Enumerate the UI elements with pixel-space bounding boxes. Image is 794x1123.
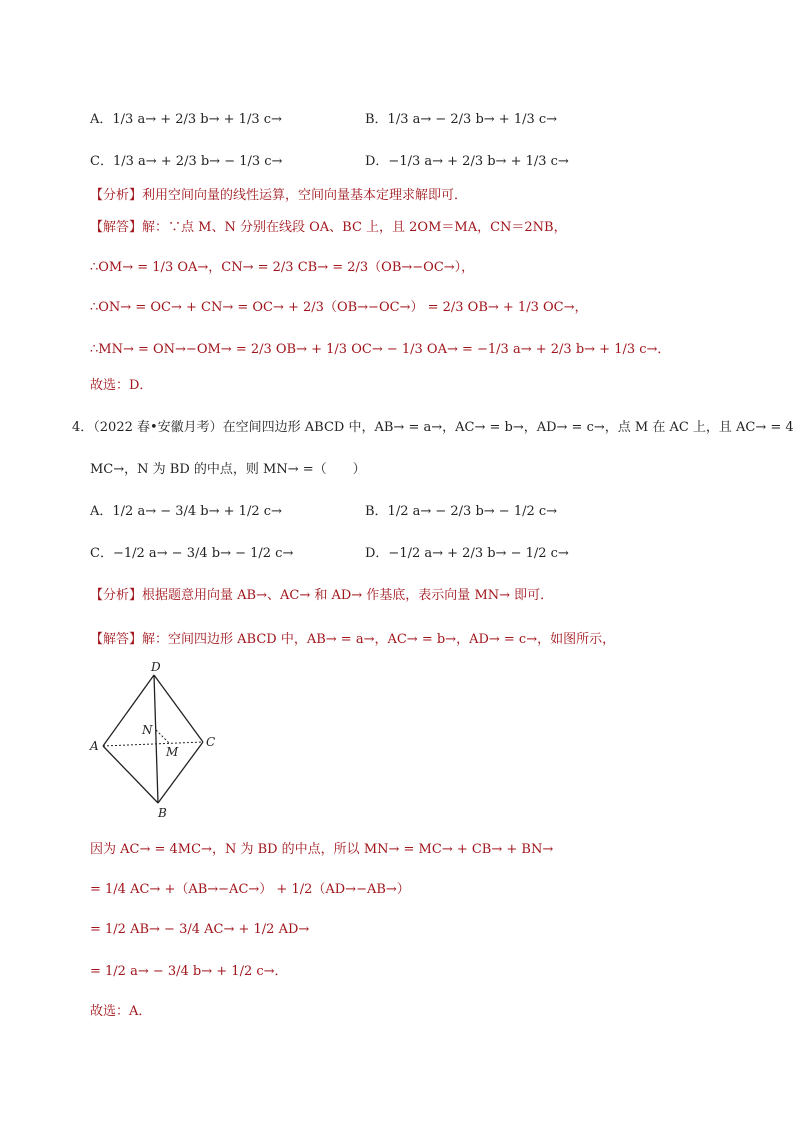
edge-ac-hidden <box>103 742 203 746</box>
q4-answer-intro <box>90 630 615 650</box>
analysis-tag: 【分析】 <box>90 188 143 203</box>
label-c: C <box>206 735 216 749</box>
edge-db <box>154 675 158 803</box>
q4-stem-line-1: 4．（2022 春•安徽月考）在空间四边形 ABCD 中，AB→ = a→，AC→ = b→，AD→ = c→，点 M 在 AC 上，且 AC→ = 4 <box>72 420 794 435</box>
analysis-tag: 【分析】 <box>90 588 143 603</box>
label-b: B <box>158 806 167 820</box>
segment-nm <box>156 730 170 744</box>
q3-option-d: D．−1/3 a→ + 2/3 b→ + 1/3 c→ <box>365 154 569 169</box>
q4-answer-line-3: = 1/2 AB→ − 3/4 AC→ + 1/2 AD→ <box>90 922 310 937</box>
analysis-text: 根据题意用向量 AB→、AC→ 和 AD→ 作基底，表示向量 MN→ 即可． <box>142 588 554 603</box>
answer-text: 解：空间四边形 ABCD 中，AB→ = a→，AC→ = b→，AD→ = c→，如图所示， <box>142 632 616 647</box>
label-a: A <box>90 739 99 753</box>
edge-ab <box>103 746 158 803</box>
q3-option-b: B．1/3 a→ − 2/3 b→ + 1/3 c→ <box>365 112 558 127</box>
q4-option-d: D．−1/2 a→ + 2/3 b→ − 1/2 c→ <box>365 546 569 561</box>
q4-analysis <box>90 586 553 606</box>
q4-stem-line-2: MC→，N 为 BD 的中点，则 MN→ =（ ） <box>90 462 366 477</box>
label-d: D <box>151 660 161 674</box>
edge-cb <box>158 742 203 803</box>
q4-answer-line-2: = 1/4 AC→ +（AB→−AC→） + 1/2（AD→−AB→） <box>90 882 410 897</box>
q4-answer-line-4: = 1/2 a→ − 3/4 b→ + 1/2 c→． <box>90 964 288 979</box>
q3-answer-line-4: ∴MN→ = ON→−OM→ = 2/3 OB→ + 1/3 OC→ − 1/3 OA→ = −1/3 a→ + 2/3 b→ + 1/3 c→． <box>90 342 671 357</box>
q3-option-a: A．1/3 a→ + 2/3 b→ + 1/3 c→ <box>90 112 282 127</box>
label-m: M <box>166 745 179 759</box>
q4-answer-line-1: 因为 AC→ = 4MC→，N 为 BD 的中点，所以 MN→ = MC→ + CB→ + BN→ <box>90 842 554 857</box>
q4-option-a: A．1/2 a→ − 3/4 b→ + 1/2 c→ <box>90 504 282 519</box>
q3-answer-line-1 <box>90 218 567 238</box>
answer-tag: 【解答】 <box>90 632 143 647</box>
answer-tag: 【解答】 <box>90 220 143 235</box>
q3-analysis <box>90 186 467 206</box>
tetrahedron-figure <box>88 660 238 820</box>
q4-choice: 故选：A． <box>90 1004 152 1019</box>
q3-answer-line-2: ∴OM→ = 1/3 OA→，CN→ = 2/3 CB→ = 2/3（OB→−OC→）， <box>90 260 475 275</box>
analysis-text: 利用空间向量的线性运算，空间向量基本定理求解即可． <box>142 188 468 203</box>
q3-choice: 故选：D． <box>90 378 153 393</box>
label-n: N <box>142 723 153 737</box>
q4-option-b: B．1/2 a→ − 2/3 b→ − 1/2 c→ <box>365 504 558 519</box>
q3-answer-line-3: ∴ON→ = OC→ + CN→ = OC→ + 2/3（OB→−OC→） = 2/3 OB→ + 1/3 OC→， <box>90 300 588 315</box>
answer-text: 解：∵点 M、N 分别在线段 OA、BC 上，且 2OM＝MA，CN＝2NB， <box>142 220 567 235</box>
q3-option-c: C．1/3 a→ + 2/3 b→ − 1/3 c→ <box>90 154 283 169</box>
q4-option-c: C．−1/2 a→ − 3/4 b→ − 1/2 c→ <box>90 546 294 561</box>
edge-dc <box>154 675 203 742</box>
